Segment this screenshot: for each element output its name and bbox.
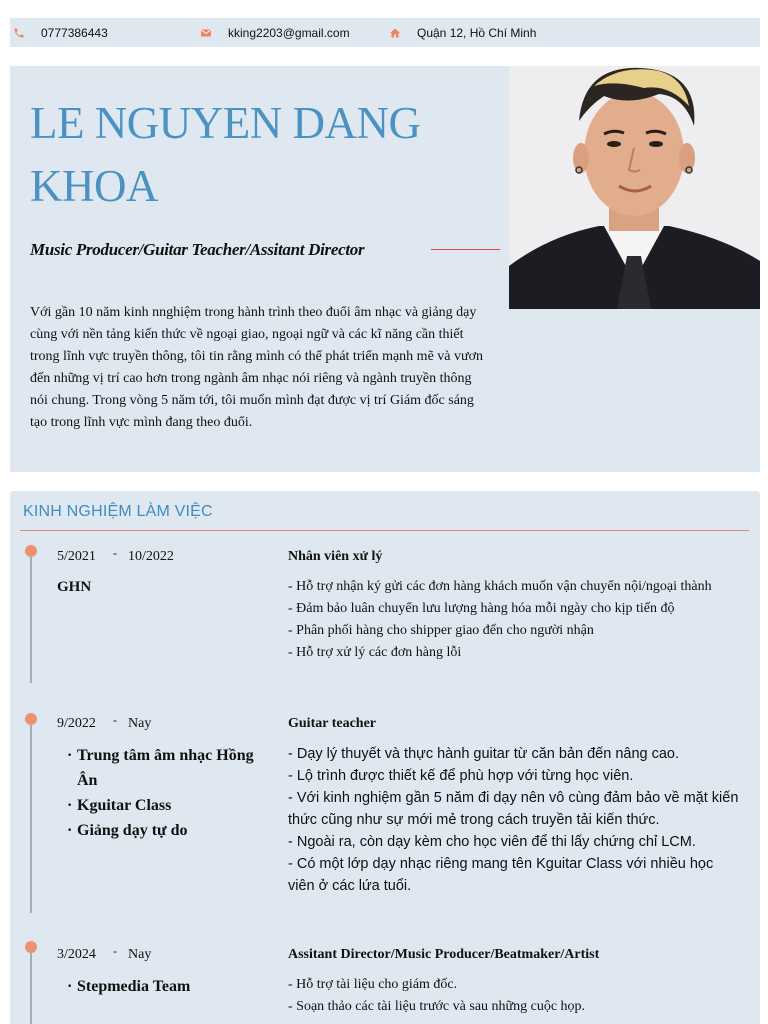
description-line: - Hỗ trợ tài liệu cho giám đốc.: [288, 977, 458, 992]
contact-email[interactable]: [200, 18, 350, 47]
phone-text: 0777386443: [41, 25, 108, 40]
description-line: - Soạn thảo các tài liệu trước và sau những cuộc họp.: [288, 999, 586, 1014]
profile-summary: Với gần 10 năm kinh nnghiệm trong hành trình theo đuổi âm nhạc và giảng dạy cùng với nền tảng kiến thức về ngoại giao, ngoại ngữ và các kĩ năng cần thiết trong lĩnh vực truyền thông, tôi tin rằng mình có thể phát triển mạnh mẽ và vươn đến những vị trí cao hơn trong ngành âm nhạc nói riêng và ngành truyền thông nói chung. Trong vòng 5 năm tới, tôi muốn mình đạt được vị trí Giám đốc sáng tạo trong lĩnh vực mình đang theo đuổi.: [30, 305, 483, 430]
company-name: GHN: [57, 579, 92, 595]
profile-photo: [509, 66, 760, 309]
description-line: - Hỗ trợ nhận ký gửi các đơn hàng khách muốn vận chuyển nội/ngoại thành: [288, 579, 712, 594]
company-list: [67, 974, 267, 999]
job-position: Nhân viên xử lý: [288, 549, 383, 564]
date-separator: -: [113, 546, 117, 560]
company-name: · Kguitar Class: [67, 793, 267, 818]
description-line: - Hỗ trợ xử lý các đơn hàng lỗi: [288, 645, 462, 660]
job-position: Guitar teacher: [288, 716, 376, 731]
timeline-line: [30, 723, 32, 913]
end-date: Nay: [128, 947, 152, 962]
contact-bar: [10, 18, 760, 47]
end-date: 10/2022: [128, 549, 174, 564]
timeline-line: [30, 555, 32, 683]
job-description: [288, 974, 740, 1018]
company-name: · Stepmedia Team: [67, 974, 267, 999]
address-text: Quận 12, Hồ Chí Minh: [417, 25, 537, 40]
timeline-line: [30, 951, 32, 1024]
section-title: KINH NGHIỆM LÀM VIỆC: [23, 503, 213, 520]
start-date: 3/2024: [57, 947, 96, 962]
description-line: - Đảm bảo luân chuyển lưu lượng hàng hóa mỗi ngày cho kịp tiến độ: [288, 601, 675, 616]
description-line: - Phân phối hàng cho shipper giao đến cho người nhận: [288, 623, 594, 638]
job-dates: [57, 713, 152, 732]
full-name: LE NGUYEN DANG KHOA: [30, 98, 421, 211]
date-separator: -: [113, 944, 117, 958]
job-description: [288, 576, 740, 664]
description-line: - Lộ trình được thiết kế để phù hợp với từng học viên.: [288, 768, 634, 784]
job-dates: [57, 944, 152, 963]
description-line: - Ngoài ra, còn dạy kèm cho học viên để thi lấy chứng chỉ LCM.: [288, 834, 696, 850]
company-name: · Trung tâm âm nhạc Hồng Ân: [67, 743, 267, 793]
job-description: [288, 743, 740, 897]
description-line: - Với kinh nghiệm gần 5 năm đi dạy nên vô cùng đảm bảo về mặt kiến thức cũng như sự mới mẻ trong cách truyền tải kiến thức.: [288, 790, 739, 828]
email-text: kking2203@gmail.com: [228, 25, 350, 40]
job-role: Music Producer/Guitar Teacher/Assitant Director: [30, 240, 365, 259]
description-line: - Có một lớp dạy nhạc riêng mang tên Kguitar Class với nhiều học viên ở các lứa tuổi.: [288, 856, 714, 894]
home-icon: [389, 27, 401, 39]
job-position: Assitant Director/Music Producer/Beatmaker/Artist: [288, 947, 600, 962]
start-date: 5/2021: [57, 549, 96, 564]
mail-icon: [200, 27, 212, 39]
experience-section: [10, 491, 760, 1024]
contact-phone[interactable]: [13, 18, 108, 47]
portrait-image: [509, 66, 760, 309]
job-dates: [57, 546, 174, 565]
company-name: · Giảng dạy tự do: [67, 818, 267, 843]
end-date: Nay: [128, 716, 152, 731]
phone-icon: [13, 27, 25, 39]
section-divider: [20, 530, 749, 531]
start-date: 9/2022: [57, 716, 96, 731]
description-line: - Dạy lý thuyết và thực hành guitar từ căn bản đến nâng cao.: [288, 746, 680, 762]
date-separator: -: [113, 713, 117, 727]
role-divider: [431, 249, 500, 250]
company-list: [67, 743, 267, 843]
contact-address: [389, 18, 536, 47]
